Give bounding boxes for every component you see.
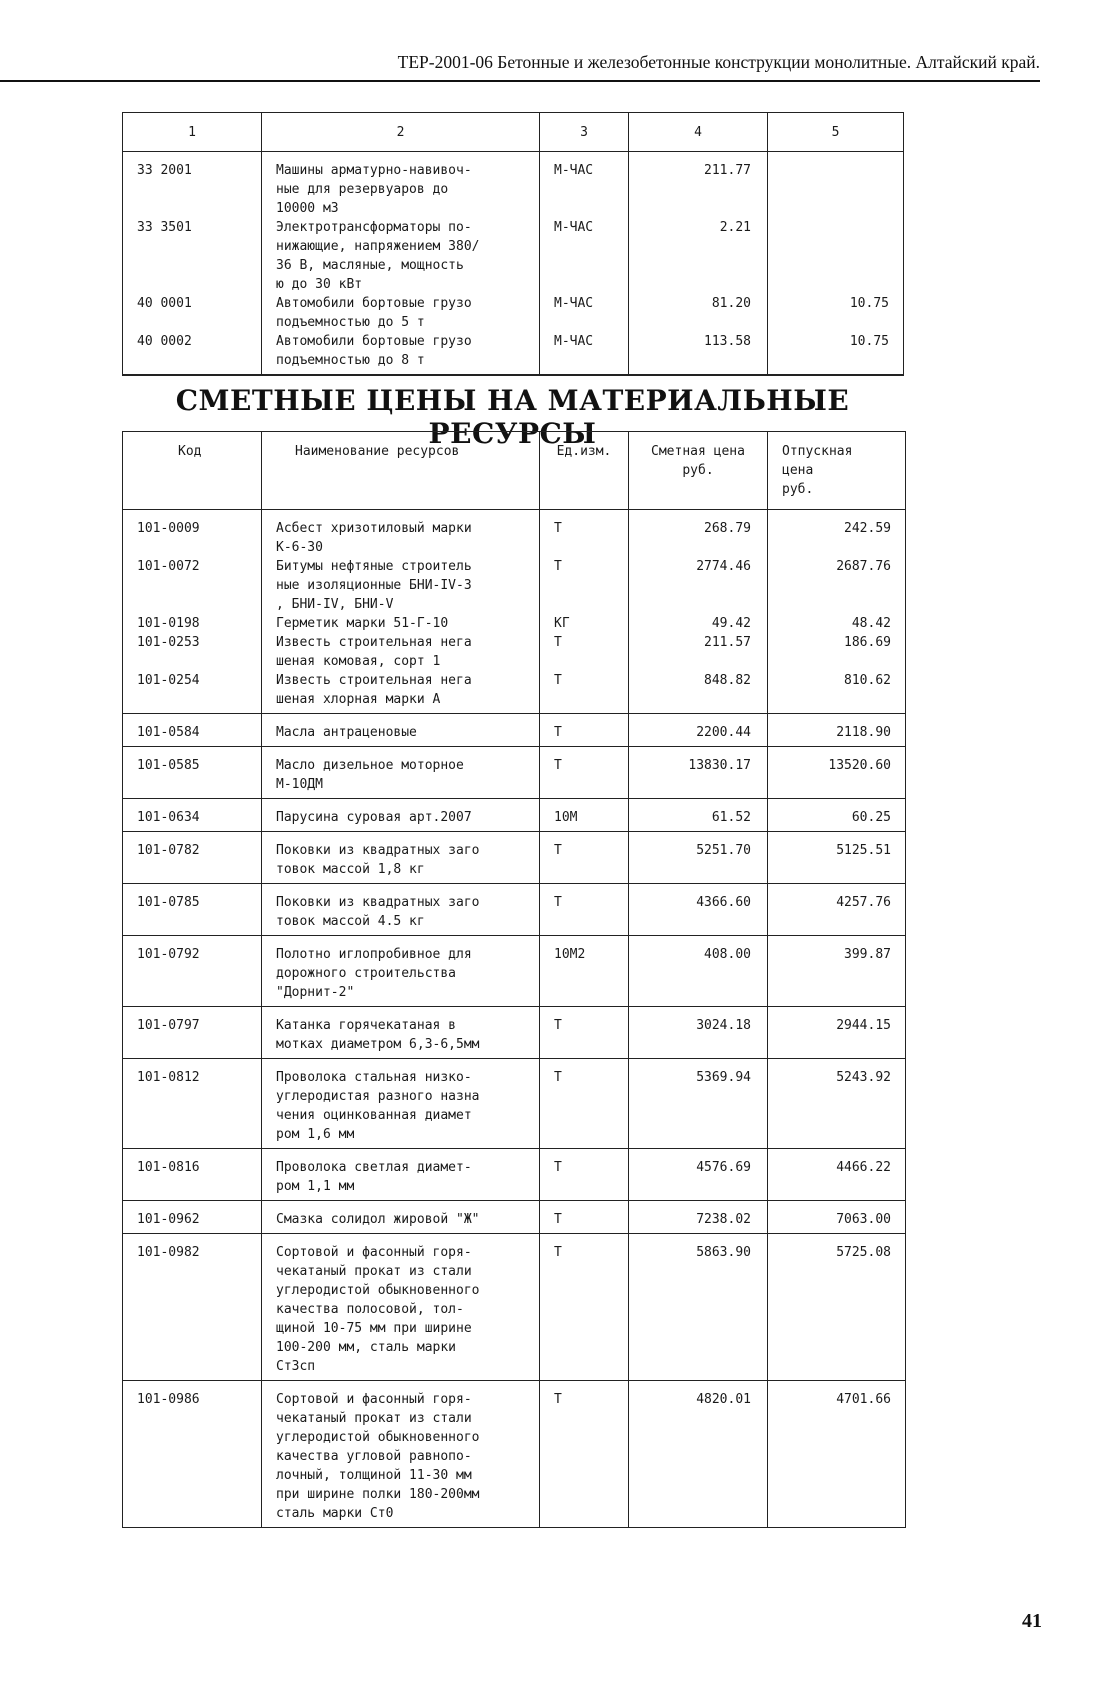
material-estimate-price: 7238.02 — [629, 1201, 768, 1234]
material-unit: Т — [540, 557, 629, 614]
material-unit: Т — [540, 671, 629, 714]
table-row — [123, 332, 904, 375]
material-unit: Т — [540, 1059, 629, 1149]
machine-wage — [768, 218, 904, 294]
material-unit: Т — [540, 1149, 629, 1201]
material-code: 101-0792 — [123, 936, 262, 1007]
material-unit: 10М2 — [540, 936, 629, 1007]
column-number: 3 — [540, 113, 629, 152]
running-header — [0, 50, 1040, 82]
material-unit: Т — [540, 884, 629, 936]
material-release-price: 7063.00 — [768, 1201, 906, 1234]
material-estimate-price: 5863.90 — [629, 1234, 768, 1381]
table-row — [123, 799, 906, 832]
table-row — [123, 1201, 906, 1234]
material-estimate-price: 4820.01 — [629, 1381, 768, 1528]
material-unit: Т — [540, 832, 629, 884]
material-unit: Т — [540, 1381, 629, 1528]
table-row — [123, 152, 904, 219]
material-code: 101-0962 — [123, 1201, 262, 1234]
column-number: 5 — [768, 113, 904, 152]
material-code: 101-0982 — [123, 1234, 262, 1381]
table-row — [123, 557, 906, 614]
machine-name: Автомобили бортовые грузо подъемностью до 5 т — [262, 294, 540, 332]
page-number: 41 — [1022, 1610, 1042, 1632]
material-name: Поковки из квадратных заго товок массой 4.5 кг — [262, 884, 540, 936]
machine-price: 81.20 — [629, 294, 768, 332]
material-estimate-price: 5251.70 — [629, 832, 768, 884]
material-release-price: 810.62 — [768, 671, 906, 714]
material-estimate-price: 211.57 — [629, 633, 768, 671]
machine-price: 113.58 — [629, 332, 768, 375]
material-name: Масла антраценовые — [262, 714, 540, 747]
material-estimate-price: 848.82 — [629, 671, 768, 714]
material-name: Известь строительная нега шеная комовая, сорт 1 — [262, 633, 540, 671]
material-name: Битумы нефтяные строитель ные изоляционные БНИ-IV-3 , БНИ-IV, БНИ-V — [262, 557, 540, 614]
table-row — [123, 1381, 906, 1528]
material-name: Масло дизельное моторное М-10ДМ — [262, 747, 540, 799]
material-name: Смазка солидол жировой "Ж" — [262, 1201, 540, 1234]
machine-wage: 10.75 — [768, 294, 904, 332]
material-estimate-price: 13830.17 — [629, 747, 768, 799]
material-name: Герметик марки 51-Г-10 — [262, 614, 540, 633]
machine-name: Автомобили бортовые грузо подъемностью до 8 т — [262, 332, 540, 375]
material-release-price: 2687.76 — [768, 557, 906, 614]
header-code: Код — [123, 432, 262, 510]
material-release-price: 186.69 — [768, 633, 906, 671]
materials-table — [122, 431, 906, 1528]
table-row — [123, 510, 906, 558]
table-row — [123, 936, 906, 1007]
material-name: Сортовой и фасонный горя- чекатаный прокат из стали углеродистой обыкновенного качества угловой равнопо- лочный, толщиной 11-30 мм при ширине полки 180-200мм сталь марки Ст0 — [262, 1381, 540, 1528]
column-number: 4 — [629, 113, 768, 152]
table-row — [123, 884, 906, 936]
material-estimate-price: 61.52 — [629, 799, 768, 832]
material-code: 101-0812 — [123, 1059, 262, 1149]
material-release-price: 5125.51 — [768, 832, 906, 884]
machine-unit: М-ЧАС — [540, 332, 629, 375]
material-estimate-price: 2200.44 — [629, 714, 768, 747]
table-row — [123, 1007, 906, 1059]
material-estimate-price: 49.42 — [629, 614, 768, 633]
header-name: Наименование ресурсов — [262, 432, 540, 510]
material-unit: Т — [540, 633, 629, 671]
material-estimate-price: 3024.18 — [629, 1007, 768, 1059]
material-release-price: 242.59 — [768, 510, 906, 558]
material-estimate-price: 4366.60 — [629, 884, 768, 936]
column-number: 1 — [123, 113, 262, 152]
material-unit: Т — [540, 1007, 629, 1059]
material-unit: КГ — [540, 614, 629, 633]
material-release-price: 60.25 — [768, 799, 906, 832]
column-number-row — [123, 113, 904, 152]
material-estimate-price: 408.00 — [629, 936, 768, 1007]
header-unit: Ед.изм. — [540, 432, 629, 510]
table-row — [123, 1059, 906, 1149]
column-number: 2 — [262, 113, 540, 152]
material-release-price: 4257.76 — [768, 884, 906, 936]
material-release-price: 2944.15 — [768, 1007, 906, 1059]
machine-name: Машины арматурно-навивоч- ные для резервуаров до 10000 м3 — [262, 152, 540, 219]
material-code: 101-0986 — [123, 1381, 262, 1528]
material-release-price: 13520.60 — [768, 747, 906, 799]
material-name: Проволока стальная низко- углеродистая разного назна чения оцинкованная диамет ром 1,6 мм — [262, 1059, 540, 1149]
material-name: Известь строительная нега шеная хлорная марки А — [262, 671, 540, 714]
section-title: СМЕТНЫЕ ЦЕНЫ НА МАТЕРИАЛЬНЫЕ РЕСУРСЫ — [175, 384, 850, 450]
material-code: 101-0009 — [123, 510, 262, 558]
material-code: 101-0254 — [123, 671, 262, 714]
material-release-price: 4466.22 — [768, 1149, 906, 1201]
material-estimate-price: 268.79 — [629, 510, 768, 558]
table-row — [123, 832, 906, 884]
material-name: Поковки из квадратных заго товок массой 1,8 кг — [262, 832, 540, 884]
machine-name: Электротрансформаторы по- нижающие, напряжением 380/ 36 В, масляные, мощность ю до 30 кВт — [262, 218, 540, 294]
material-name: Сортовой и фасонный горя- чекатаный прокат из стали углеродистой обыкновенного качества полосовой, тол- щиной 10-75 мм при ширине 100-200 мм, сталь марки Ст3сп — [262, 1234, 540, 1381]
material-unit: Т — [540, 510, 629, 558]
table-row — [123, 671, 906, 714]
material-code: 101-0584 — [123, 714, 262, 747]
material-name: Катанка горячекатаная в мотках диаметром 6,3-6,5мм — [262, 1007, 540, 1059]
table-row — [123, 1234, 906, 1381]
material-unit: Т — [540, 747, 629, 799]
materials-table-body — [123, 510, 906, 1528]
material-release-price: 2118.90 — [768, 714, 906, 747]
material-code: 101-0785 — [123, 884, 262, 936]
material-release-price: 5243.92 — [768, 1059, 906, 1149]
header-release-price: Отпускная цена руб. — [768, 432, 906, 510]
table-row — [123, 633, 906, 671]
material-unit: Т — [540, 714, 629, 747]
material-name: Асбест хризотиловый марки К-6-30 — [262, 510, 540, 558]
table-row — [123, 218, 904, 294]
machine-code: 40 0002 — [123, 332, 262, 375]
material-unit: 10М — [540, 799, 629, 832]
table-row — [123, 1149, 906, 1201]
table-row — [123, 614, 906, 633]
material-code: 101-0797 — [123, 1007, 262, 1059]
machines-table — [122, 112, 904, 376]
header-title: ТЕР-2001-06 Бетонные и железобетонные конструкции монолитные. Алтайский край. — [397, 52, 1040, 72]
material-code: 101-0072 — [123, 557, 262, 614]
table-row — [123, 714, 906, 747]
material-estimate-price: 2774.46 — [629, 557, 768, 614]
table-row — [123, 294, 904, 332]
material-code: 101-0253 — [123, 633, 262, 671]
material-code: 101-0816 — [123, 1149, 262, 1201]
machine-unit: М-ЧАС — [540, 294, 629, 332]
material-release-price: 399.87 — [768, 936, 906, 1007]
material-name: Проволока светлая диамет- ром 1,1 мм — [262, 1149, 540, 1201]
machine-unit: М-ЧАС — [540, 152, 629, 219]
material-unit: Т — [540, 1201, 629, 1234]
material-code: 101-0782 — [123, 832, 262, 884]
machine-price: 2.21 — [629, 218, 768, 294]
machine-wage: 10.75 — [768, 332, 904, 375]
machine-code: 40 0001 — [123, 294, 262, 332]
material-code: 101-0198 — [123, 614, 262, 633]
machine-unit: М-ЧАС — [540, 218, 629, 294]
table-row — [123, 747, 906, 799]
machine-price: 211.77 — [629, 152, 768, 219]
material-name: Парусина суровая арт.2007 — [262, 799, 540, 832]
machine-code: 33 3501 — [123, 218, 262, 294]
machine-wage — [768, 152, 904, 219]
material-unit: Т — [540, 1234, 629, 1381]
material-estimate-price: 4576.69 — [629, 1149, 768, 1201]
material-code: 101-0634 — [123, 799, 262, 832]
table-header-row — [123, 432, 906, 510]
material-code: 101-0585 — [123, 747, 262, 799]
material-release-price: 4701.66 — [768, 1381, 906, 1528]
header-price: Сметная цена руб. — [629, 432, 768, 510]
material-name: Полотно иглопробивное для дорожного строительства "Дорнит-2" — [262, 936, 540, 1007]
machine-code: 33 2001 — [123, 152, 262, 219]
material-estimate-price: 5369.94 — [629, 1059, 768, 1149]
material-release-price: 5725.08 — [768, 1234, 906, 1381]
material-release-price: 48.42 — [768, 614, 906, 633]
